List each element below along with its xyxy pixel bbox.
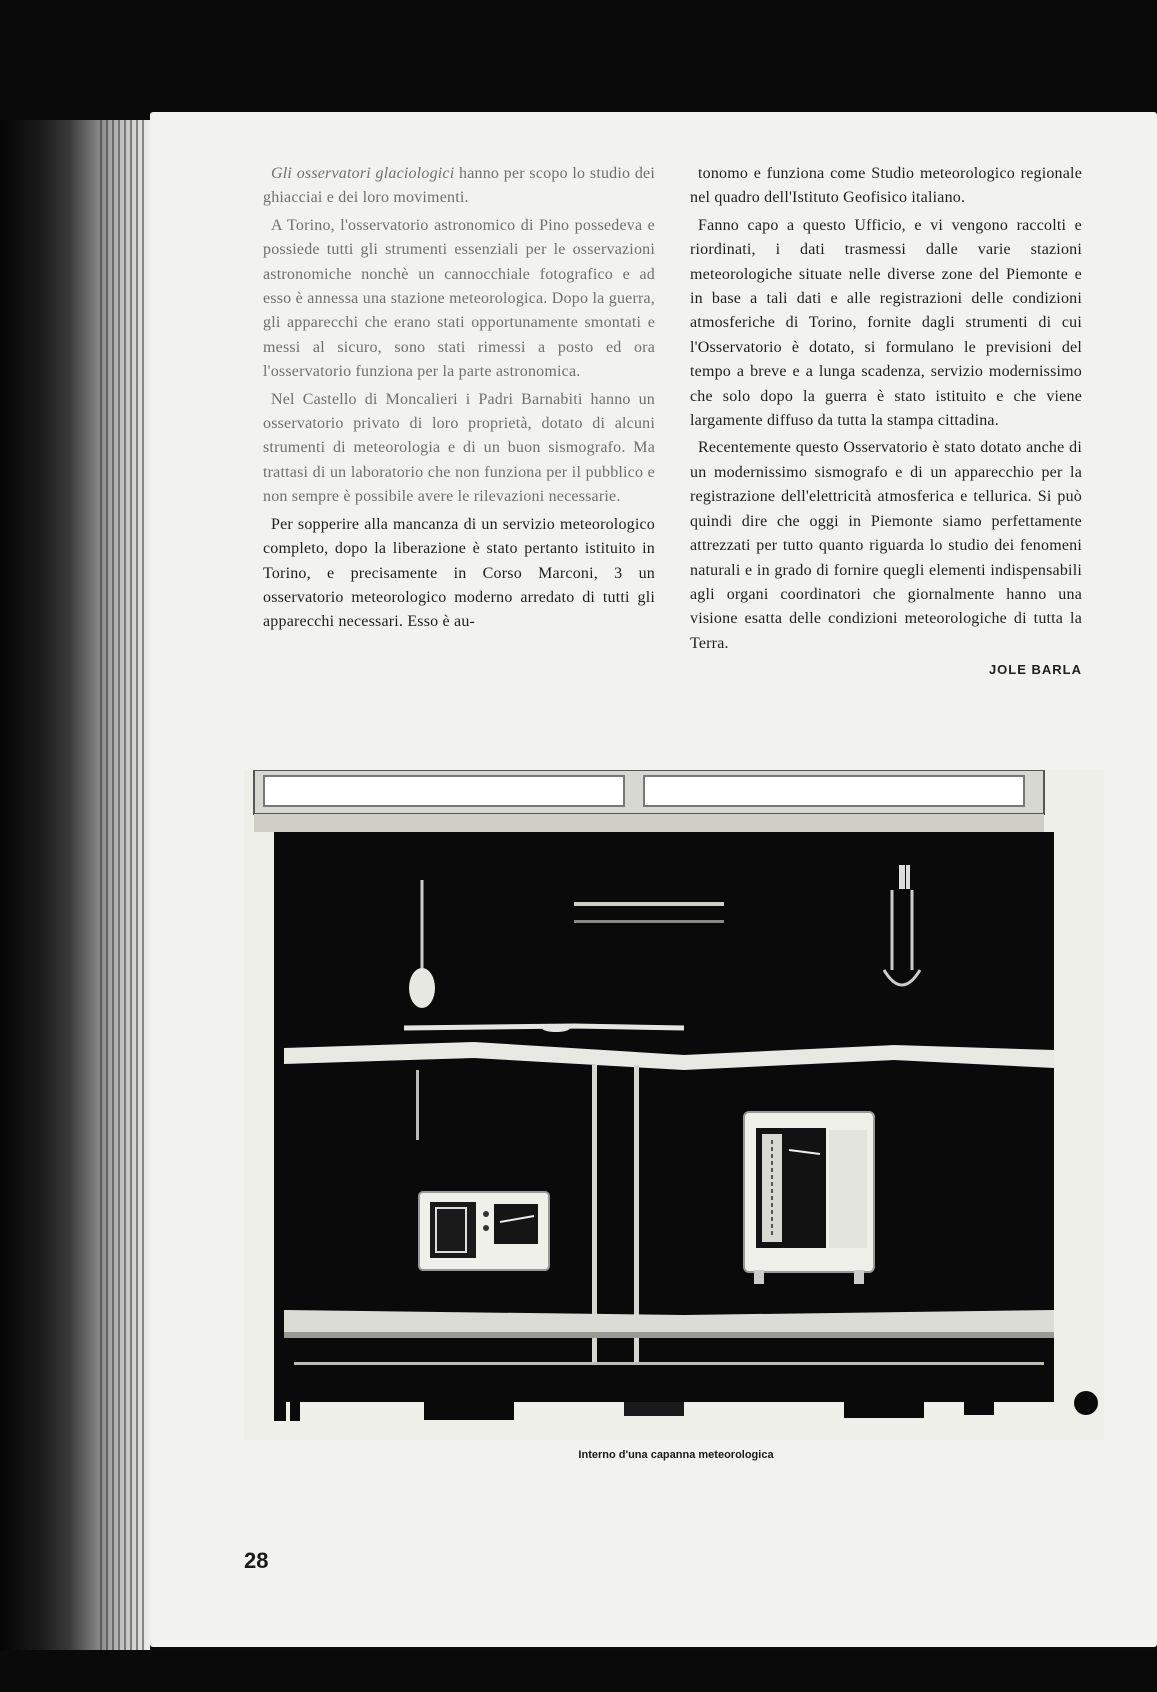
paragraph-seismograph: Recentemente questo Osservatorio è stato dotato anche di un modernissimo sismografo e di un apparecchio per la registrazione dell'elettricità atmosferica e tellurica. Si può quindi dire che oggi in Piemonte siamo perfettamente attrezzati per tutto quanto riguarda lo studio dei fenomeni naturali e in grado di fornire quegli elementi indispensabili agli organi coordinatori che giornalmente hanno una visione esatta delle condizioni meteorologiche di tutta la Terra. <box>690 439 1082 652</box>
left-text-column <box>263 162 655 635</box>
book-spine <box>0 110 150 1670</box>
weather-shelter-photo <box>244 770 1104 1440</box>
paragraph-glaciological <box>263 162 655 211</box>
page-number: 28 <box>244 1548 269 1573</box>
paragraph-regional-study: tonomo e funziona come Studio meteorologico regionale nel quadro dell'Istituto Geofisico italiano. <box>690 165 1082 207</box>
italic-term: Gli osservatori glaciologici <box>271 165 455 182</box>
right-text-column <box>690 162 1082 683</box>
photo-illustration <box>244 770 1104 1440</box>
thermometer-bulb <box>409 968 435 1008</box>
paragraph-forecasts: Fanno capo a questo Ufficio, e vi vengono raccolti e riordinati, i dati trasmessi dalle varie stazioni meteorologiche situate nelle diverse zone del Piemonte e in base a tali dati e alle registrazioni delle condizioni atmosferiche di Torino, fornite dagli strumenti di cui l'Osservatorio è dotato, si formulano le previsioni del tempo a breve e a lunga scadenza, servizio modernissimo che solo dopo la guerra è stato istituito e che viene largamente diffuso da tutta la stampa cittadina. <box>690 216 1082 430</box>
paragraph-text: hanno per scopo lo studio dei ghiacciai e dei loro movimenti. <box>263 165 656 207</box>
author-signature: JOLE BARLA <box>988 662 1082 678</box>
photo-caption: Interno d'una capanna meteorologica <box>578 1449 774 1461</box>
paragraph-moncalieri: Nel Castello di Moncalieri i Padri Barnabiti hanno un osservatorio privato di loro proprietà, dotato di alcuni strumenti di meteorologia e di un buon sismografo. Ma trattasi di un laboratorio che non funziona per il pubblico e non sempre è possibile avere le rilevazioni necessarie. <box>263 390 655 506</box>
paragraph-corso-marconi: Per sopperire alla mancanza di un servizio meteorologico completo, dopo la liberazione è stato pertanto istituito in Torino, e precisamente in Corso Marconi, 3 un osservatorio meteorologico moderno arredato di tutti gli apparecchi necessari. Esso è au- <box>263 515 655 631</box>
scan-top-border <box>0 0 1157 120</box>
paragraph-pino-observatory: A Torino, l'osservatorio astronomico di Pino possedeva e possiede tutti gli strumenti essenziali per le osservazioni astronomiche nonchè un cannocchiale fotografico e ad esso è annessa una stazione meteorologica. Dopo la guerra, gli apparecchi che erano stati opportunamente smontati e messi al sicuro, sono stati rimessi a posto ed ora l'osservatorio funziona per la parte astronomica. <box>263 216 655 381</box>
scan-bottom-border <box>0 1650 1157 1692</box>
